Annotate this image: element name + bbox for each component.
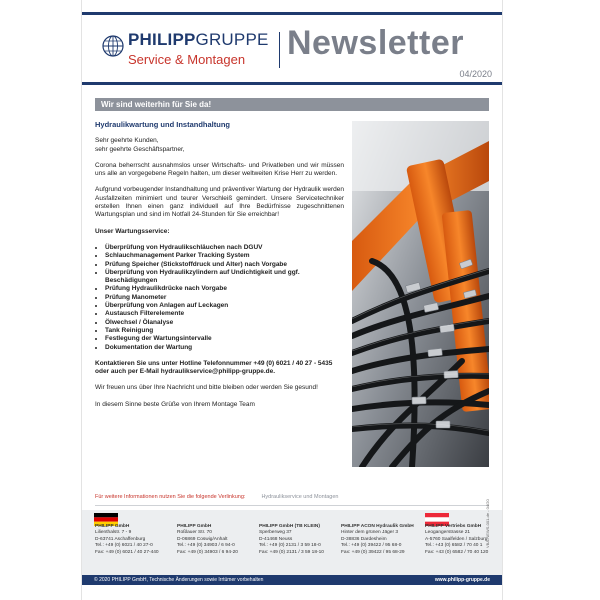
services-list	[95, 244, 344, 352]
closing-wishes: Wir freuen uns über Ihre Nachricht und bitte bleiben oder werden Sie gesund!	[95, 384, 318, 392]
address-saalfelden: PHILIPP Vertriebs GmbH Leogangerstrasse 21 A-5760 Saalfelden / Salzburg Tel.: +43 (0) 6582 / 70 40 1 Fax: +43 (0) 6582 / 70 40 120	[425, 524, 489, 555]
closing-greeting: In diesem Sinne beste Grüße von Ihrem Montage Team	[95, 400, 255, 408]
paragraph-maintenance: Aufgrund vorbeugender Instandhaltung und präventiver Wartung der Hydraulik werden Ausfallzeiten minimiert und teurer Verschleiß gemindert. Unsere Servicetechniker erstellen Ihnen einen ganz individuell auf Ihre Bedürfnisse zugeschnittenen Wartungsplan und sind im Notfall 24-Stunden für Sie erreichbar!	[95, 186, 344, 219]
contact-info: Kontaktieren Sie uns unter Hotline Telefonnummer +49 (0) 6021 / 40 27 - 5435 oder auch per E-Mail hydraulikservice@philipp-gruppe.de.	[95, 359, 333, 376]
paragraph-corona: Corona beherrscht ausnahmslos unser Wirtschafts- und Privatleben und wir müssen uns alle an vorgegebene Regeln halten, um dieser weltweiten Krise Herr zu werden.	[95, 161, 344, 178]
greeting: Sehr geehrte Kunden, sehr geehrte Geschäftspartner,	[95, 137, 185, 153]
list-item: • Ölwechsel / Ölanalyse	[105, 319, 344, 327]
issue-number: 04/2020	[459, 69, 492, 79]
list-item: • Überprüfung von Hydraulikzylindern auf Undichtigkeit und ggf. Beschädigungen	[105, 269, 344, 286]
top-rule	[82, 12, 502, 15]
list-item: • Prüfung Manometer	[105, 294, 344, 302]
info-line: Für weitere Informationen nutzen Sie die folgende Verlinkung: Hydraulikservice und Montagen	[95, 494, 339, 500]
brand-subtitle: Service & Montagen	[128, 52, 246, 67]
address-coswig: PHILIPP GmbH Roßlauer Str. 70 D-06869 Coswig/Anhalt Tel.: +49 (0) 34903 / 6 94-0 Fax: +49 (0) 34903 / 6 94-20	[177, 524, 238, 555]
newsletter-title: Newsletter	[287, 24, 464, 62]
copyright-text: © 2020 PHILIPP GmbH, Technische Änderungen sowie Irrtümer vorbehalten	[94, 577, 264, 583]
list-item: • Überprüfung von Hydraulikschläuchen nach DGUV	[105, 244, 344, 252]
article-body	[95, 121, 344, 417]
hydraulic-hoses-photo	[352, 121, 489, 467]
website-link[interactable]: www.philipp-gruppe.de	[434, 577, 490, 583]
list-item: • Prüfung Hydraulikdrücke nach Vorgabe	[105, 285, 344, 293]
globe-logo-icon	[102, 35, 124, 57]
address-aschaffenburg: PHILIPP GmbH Lilienthalstr. 7 - 9 D-63741 Aschaffenburg Tel.: +49 (0) 6021 / 40 27-0 Fax: +49 (0) 6021 / 40 27-440	[95, 524, 159, 555]
email-link[interactable]: oder auch per E-Mail hydraulikservice@philipp-gruppe.de.	[95, 368, 276, 376]
newsletter-page	[82, 0, 502, 600]
list-item: • Festlegung der Wartungsintervalle	[105, 335, 344, 343]
list-item: • Überprüfung von Anlagen auf Leckagen	[105, 302, 344, 310]
article-heading: Hydraulikwartung und Instandhaltung	[95, 120, 230, 129]
footer-addresses	[82, 510, 502, 575]
address-neuss: PHILIPP GmbH (TB KLEIN) Sperberweg 37 D-41468 Neuss Tel.: +49 (0) 2131 / 3 59 18-0 Fax: +49 (0) 2131 / 3 59 18-10	[259, 524, 324, 555]
list-item: • Schlauchmanagement Parker Tracking System	[105, 252, 344, 260]
list-item: • Tank Reinigung	[105, 327, 344, 335]
headline-banner: Wir sind weiterhin für Sie da!	[95, 98, 489, 111]
list-item: • Austausch Filterelemente	[105, 310, 344, 318]
address-dardesheim: PHILIPP ACON Hydraulik GmbH Hinter dem grünen Jäger 3 D-38836 Dardesheim Tel.: +49 (0) 39422 / 95 68-0 Fax: +49 (0) 39422 / 95 68-29	[341, 524, 414, 555]
list-item: • Dokumentation der Wartung	[105, 344, 344, 352]
info-link[interactable]: Hydraulikservice und Montagen	[261, 494, 339, 500]
brand-name: PHILIPPGRUPPE	[128, 30, 269, 49]
copyright-bar	[82, 575, 502, 585]
document-code: VBA-NEWS-001-de - 04/20	[485, 499, 490, 548]
list-item: • Prüfung Speicher (Stickstoffdruck und Alter) nach Vorgabe	[105, 261, 344, 269]
footer-rule	[95, 505, 489, 506]
services-title: Unser Wartungsservice:	[95, 227, 170, 235]
header-divider	[279, 32, 280, 68]
header-rule	[82, 82, 502, 85]
